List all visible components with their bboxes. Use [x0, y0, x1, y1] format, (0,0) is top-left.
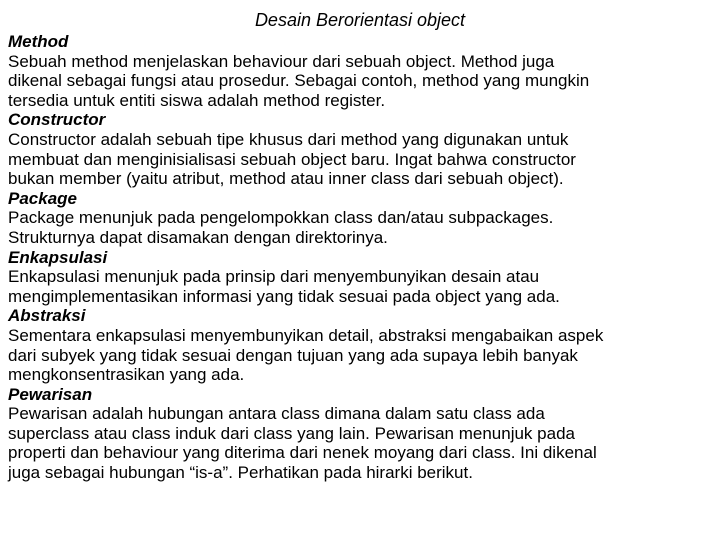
section-pewarisan: [8, 385, 718, 483]
section-text-line: Strukturnya dapat disamakan dengan direktorinya.: [8, 227, 388, 247]
section-heading-pewarisan: Pewarisan: [8, 384, 93, 404]
section-text-line: juga sebagai hubungan “is-a”. Perhatikan pada hirarki berikut.: [8, 463, 473, 483]
slide-content: [8, 32, 718, 483]
section-heading-enkapsulasi: Enkapsulasi: [8, 247, 108, 267]
section-enkapsulasi: [8, 248, 718, 307]
section-package: [8, 189, 718, 248]
section-text-line: Enkapsulasi menunjuk pada prinsip dari menyembunyikan desain atau: [8, 267, 540, 287]
section-text-line: properti dan behaviour yang diterima dari nenek moyang dari class. Ini dikenal: [8, 443, 597, 463]
section-text-line: mengkonsentrasikan yang ada.: [8, 365, 245, 385]
section-text-line: Pewarisan adalah hubungan antara class dimana dalam satu class ada: [8, 404, 545, 424]
section-text-line: mengimplementasikan informasi yang tidak sesuai pada object yang ada.: [8, 286, 560, 306]
section-heading-method: Method: [8, 32, 69, 51]
section-abstraksi: [8, 306, 718, 384]
section-heading-constructor: Constructor: [8, 110, 106, 130]
section-text-line: tersedia untuk entiti siswa adalah method register.: [8, 90, 386, 110]
section-constructor: [8, 110, 718, 188]
section-text-line: bukan member (yaitu atribut, method atau inner class dari sebuah object).: [8, 169, 564, 189]
section-text-line: dari subyek yang tidak sesuai dengan tujuan yang ada supaya lebih banyak: [8, 345, 578, 365]
section-text-line: Constructor adalah sebuah tipe khusus dari method yang digunakan untuk: [8, 129, 569, 149]
slide-title: Desain Berorientasi object: [254, 10, 466, 30]
section-method: [8, 32, 718, 110]
section-heading-abstraksi: Abstraksi: [8, 306, 86, 326]
section-text-line: superclass atau class induk dari class yang lain. Pewarisan menunjuk pada: [8, 423, 575, 443]
section-text-line: Package menunjuk pada pengelompokkan class dan/atau subpackages.: [8, 208, 554, 228]
section-text-line: dikenal sebagai fungsi atau prosedur. Sebagai contoh, method yang mungkin: [8, 71, 590, 91]
section-text-line: Sementara enkapsulasi menyembunyikan detail, abstraksi mengabaikan aspek: [8, 325, 604, 345]
section-text-line: membuat dan menginisialisasi sebuah object baru. Ingat bahwa constructor: [8, 149, 576, 169]
section-text-line: Sebuah method menjelaskan behaviour dari sebuah object. Method juga: [8, 51, 555, 71]
section-heading-package: Package: [8, 188, 77, 208]
